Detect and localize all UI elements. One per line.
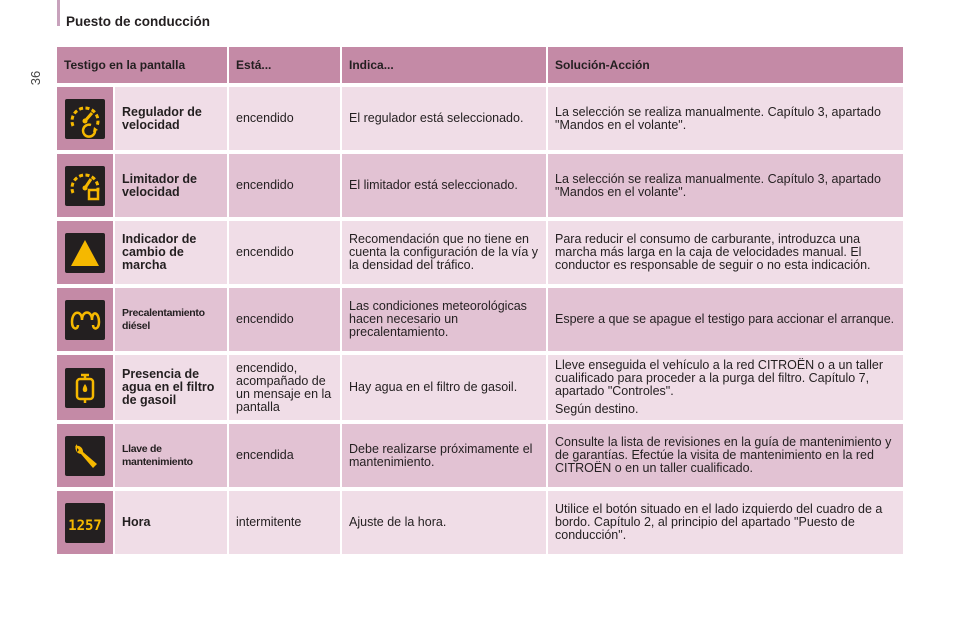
icon-cell: [57, 355, 115, 420]
indicator-meaning: Ajuste de la hora.: [342, 491, 548, 554]
table-row: [57, 87, 903, 150]
column-header-state: Está...: [229, 47, 342, 83]
indicator-action: [548, 288, 903, 351]
indicator-name: Indicador de cambio de marcha: [115, 221, 229, 284]
indicator-state: encendido: [229, 87, 342, 150]
glow-plug-icon: [65, 300, 105, 340]
column-header-action: Solución-Acción: [548, 47, 903, 83]
icon-cell: [57, 221, 115, 284]
action-text: La selección se realiza manualmente. Capítulo 3, apartado "Mandos en el volante".: [555, 104, 881, 132]
table-row: [57, 424, 903, 487]
margin-bar: [57, 0, 60, 26]
indicator-meaning: Hay agua en el filtro de gasoil.: [342, 355, 548, 420]
section-title: Puesto de conducción: [66, 14, 211, 29]
water-in-fuel-icon: [65, 368, 105, 408]
indicator-state: intermitente: [229, 491, 342, 554]
indicator-action: [548, 424, 903, 487]
table-row: [57, 221, 903, 284]
indicator-meaning: El regulador está seleccionado.: [342, 87, 548, 150]
icon-cell: [57, 87, 115, 150]
table-header-row: [57, 47, 903, 83]
icon-cell: [57, 288, 115, 351]
action-text: La selección se realiza manualmente. Capítulo 3, apartado "Mandos en el volante".: [555, 171, 881, 199]
table-row: [57, 491, 903, 554]
icon-cell: [57, 154, 115, 217]
indicator-state: encendido: [229, 221, 342, 284]
indicator-action: [548, 491, 903, 554]
action-text: Consulte la lista de revisiones en la guía de mantenimiento y de garantías. Efectúe la visita de mantenimiento en la red CITROËN o en un taller cualificado.: [555, 435, 892, 475]
indicator-name: Llave de mantenimiento: [115, 424, 229, 487]
table-row: [57, 288, 903, 351]
clock-display-icon: [65, 503, 105, 543]
indicator-name: Regulador de velocidad: [115, 87, 229, 150]
indicator-state: encendido: [229, 154, 342, 217]
table-row: [57, 355, 903, 420]
indicator-name: Presencia de agua en el filtro de gasoil: [115, 355, 229, 420]
action-text: Para reducir el consumo de carburante, introduzca una marcha más larga en la caja de velocidades manual. El conductor es responsable de seguir o no esta indicación.: [555, 232, 871, 272]
table-row: [57, 154, 903, 217]
indicator-meaning: Recomendación que no tiene en cuenta la configuración de la vía y la densidad del tráfico.: [342, 221, 548, 284]
indicator-meaning: Las condiciones meteorológicas hacen necesario un precalentamiento.: [342, 288, 548, 351]
indicator-name: Limitador de velocidad: [115, 154, 229, 217]
page-number: 36: [28, 70, 43, 86]
column-header-indicator: Testigo en la pantalla: [57, 47, 229, 83]
icon-cell: [57, 491, 115, 554]
indicator-action: [548, 154, 903, 217]
indicator-state: encendida: [229, 424, 342, 487]
column-header-indicates: Indica...: [342, 47, 548, 83]
warning-lights-table: [57, 43, 903, 558]
indicator-action: [548, 355, 903, 420]
clock-display-digits: 1257: [68, 517, 102, 534]
indicator-name: Precalentamiento diésel: [115, 288, 229, 351]
indicator-state: encendido, acompañado de un mensaje en la pantalla: [229, 355, 342, 420]
gear-shift-warning-icon: [65, 233, 105, 273]
action-note: Según destino.: [555, 402, 639, 416]
indicator-name: Hora: [115, 491, 229, 554]
indicator-action: [548, 87, 903, 150]
indicator-state: encendido: [229, 288, 342, 351]
icon-cell: [57, 424, 115, 487]
indicator-meaning: Debe realizarse próximamente el mantenimiento.: [342, 424, 548, 487]
indicator-meaning: El limitador está seleccionado.: [342, 154, 548, 217]
wrench-icon: [65, 436, 105, 476]
speed-limiter-icon: [65, 166, 105, 206]
action-text: Espere a que se apague el testigo para accionar el arranque.: [555, 312, 895, 326]
indicator-action: [548, 221, 903, 284]
action-text: Lleve enseguida el vehículo a la red CITROËN o a un taller cualificado para proceder a la purga del filtro. Capítulo 7, apartado "Controles".: [555, 358, 883, 398]
action-text: Utilice el botón situado en el lado izquierdo del cuadro de a bordo. Capítulo 2, al principio del apartado "Puesto de conducción".: [555, 502, 883, 542]
cruise-control-icon: [65, 99, 105, 139]
